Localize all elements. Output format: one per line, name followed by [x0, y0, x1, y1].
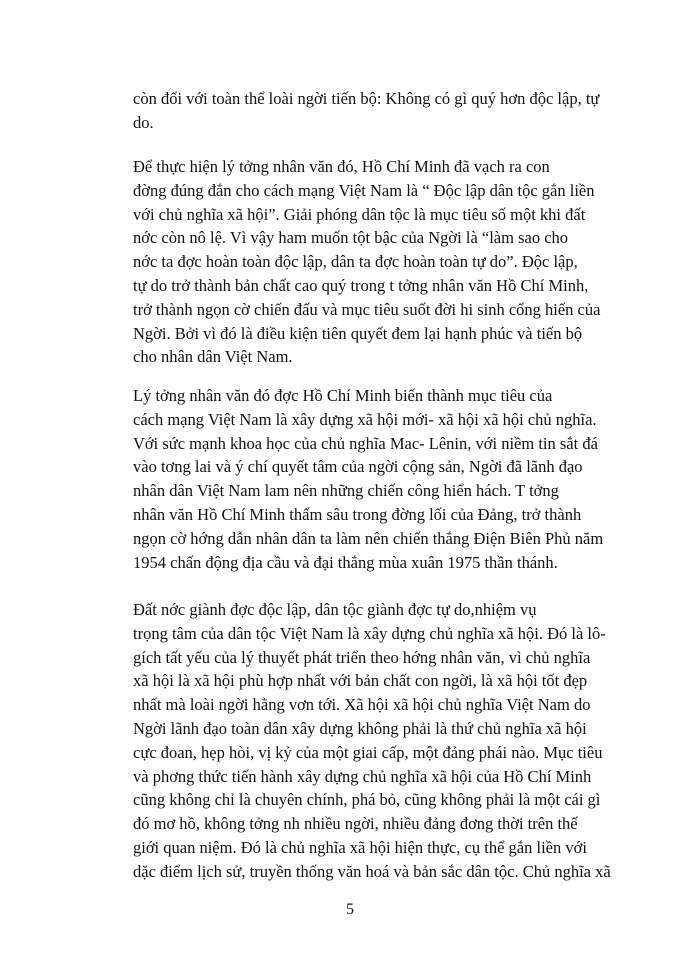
paragraph-continuation: còn đối với toàn thể loài ngời tiến bộ: Không có gì quý hơn độc lập, tự do. — [133, 89, 600, 132]
paragraph-socialism: Đất nớc giành đợc độc lập, dân tộc giành đợc tự do,nhiệm vụ trọng tâm của dân tộc Việt Nam là xây dựng chủ nghĩa xã hội. Đó là lô- gích tất yếu của lý thuyết phát triển theo hớng nhân văn, vì chủ nghĩa xã hội là xã hội phù hợp nhất với bản chất con ngời, là xã hội tốt đẹp nhất mà loài ngời hằng vơn tới. Xã hội xã hội chủ nghĩa Việt Nam do Ngời lãnh đạo toàn dân xây dựng không phải là thứ chủ nghĩa xã hội cực đoan, hẹp hòi, vị kỷ của một giai cấp, một đảng phái nào. Mục tiêu và phơng thức tiến hành xây dựng chủ nghĩa xã hội của Hồ Chí Minh cũng không chỉ là chuyên chính, phá bỏ, cũng không phải là một cái gì đó mơ hồ, không tởng nh nhiều ngời, nhiều đảng đơng thời trên thế giới quan niệm. Đó là chủ nghĩa xã hội hiện thực, cụ thể gắn liền với dặc điểm lịch sử, truyền thống văn hoá và bản sắc dân tộc. Chủ nghĩa xã — [133, 600, 611, 881]
paragraph-revolution-goal: Lý tởng nhân văn đó đợc Hồ Chí Minh biến thành mục tiêu của cách mạng Việt Nam là xây dựng xã hội mới- xã hội xã hội chủ nghĩa. Với sức mạnh khoa học của chủ nghĩa Mac- Lênin, với niềm tin sắt đá vào tơng lai và ý chí quyết tâm của ngời cộng sản, Ngời đã lãnh đạo nhân dân Việt Nam lam nên những chiến công hiển hách. T tởng nhân văn Hồ Chí Minh thấm sâu trong đờng lối của Đảng, trở thành ngọn cờ hớng dẫn nhân dân ta làm nên chiến thắng Điện Biên Phủ năm 1954 chấn động địa cầu và đại thắng mùa xuân 1975 thần thánh. — [133, 386, 604, 572]
page-number: 5 — [346, 901, 354, 918]
paragraph-humanist-ideal: Để thực hiện lý tởng nhân văn đó, Hồ Chí Minh đã vạch ra con đờng đúng đắn cho cách mạng Việt Nam là “ Độc lập dân tộc gắn liền với chủ nghĩa xã hội”. Giải phóng dân tộc là mục tiêu số một khi đất nớc còn nô lệ. Vì vậy ham muốn tột bậc của Ngời là “làm sao cho nớc ta đợc hoàn toàn độc lập, dân ta đợc hoàn toàn tự do”. Độc lập, tự do trở thành bản chất cao quý trong t tởng nhân văn Hồ Chí Minh, trở thành ngọn cờ chiến đấu và mục tiêu suốt đời hi sinh cống hiến của Ngời. Bởi vì đó là điều kiện tiên quyết đem lại hạnh phúc và tiến bộ cho nhân dân Việt Nam. — [133, 157, 601, 367]
